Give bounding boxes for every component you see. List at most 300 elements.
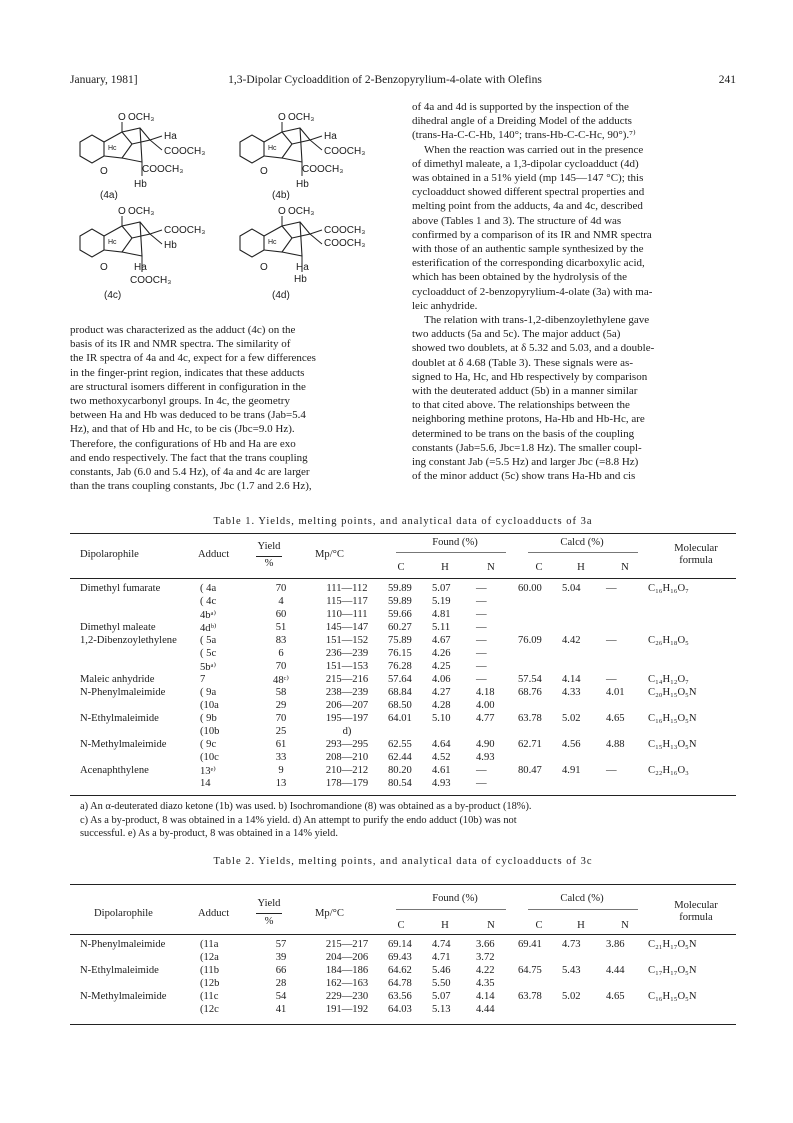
table1-header-yield: Yield: [257, 541, 281, 552]
table-cell: 208—210: [325, 752, 369, 763]
table-cell: 28: [275, 978, 287, 989]
table-cell: 4.42: [562, 635, 581, 646]
text-line: with those of an authentic sample synthesized by the: [412, 243, 644, 256]
table-cell: —: [476, 778, 487, 789]
table-cell: [648, 595, 736, 608]
table-cell: 4.65: [606, 991, 625, 1002]
structure-label: (4d): [272, 290, 290, 301]
table-cell: —: [606, 583, 617, 594]
table2-header-mp: Mp/°C: [315, 908, 344, 919]
table-cell: [648, 1003, 736, 1016]
table-cell: 64.75: [518, 965, 542, 976]
table-cell: [80, 725, 200, 738]
table-cell: 4.93: [476, 752, 495, 763]
text-line: cycloadduct showed different spectral properties and: [412, 186, 645, 199]
atom-label: Ha: [296, 262, 309, 273]
table-cell: 162—163: [325, 978, 369, 989]
table1-header-yield-unit: %: [264, 558, 274, 569]
table1-header-found: Found (%): [432, 537, 478, 548]
text-line: was obtained in a 51% yield (mp 145—147 °C); this: [412, 172, 644, 185]
table-cell: [388, 725, 432, 738]
table-cell: [518, 725, 562, 738]
footnote-line: a) An α-deuterated diazo ketone (1b) was used. b) Isochromandione (8) was obtained as a by-product (18%).: [80, 801, 532, 812]
atom-label: Hc: [268, 145, 277, 152]
table-cell: [518, 621, 562, 634]
table-cell: (10c: [200, 752, 219, 763]
table-cell: 4.44: [606, 965, 625, 976]
table-cell: 57.54: [518, 674, 542, 685]
table-cell: 5.02: [562, 713, 581, 724]
table-cell: [648, 951, 736, 964]
table-cell: 3.72: [476, 952, 495, 963]
table-row: [80, 725, 736, 738]
table-cell: 33: [275, 752, 287, 763]
text-line: dihedral angle of a Dreiding Model of the adducts: [412, 115, 632, 128]
text-line: above (Tables 1 and 3). The structure of 4d was: [412, 214, 622, 227]
table-cell: 59.89: [388, 596, 412, 607]
atom-label: O: [260, 166, 268, 177]
atom-label: Ha: [134, 262, 147, 273]
table-cell: 62.71: [518, 739, 542, 750]
table2-header-found: Found (%): [432, 893, 478, 904]
table-cell: 5.07: [432, 583, 451, 594]
structure-label: (4c): [104, 290, 122, 301]
atom-label: COOCH₃: [130, 275, 172, 286]
table-cell: [606, 595, 648, 608]
table-cell: 69.41: [518, 939, 542, 950]
atom-label: OCH₃: [288, 112, 315, 123]
table-cell: ( 9a: [200, 687, 217, 698]
table-cell: [648, 660, 736, 673]
table2-header-c: C: [397, 920, 405, 931]
table-cell: (10a: [200, 700, 219, 711]
table-cell: (11a: [200, 939, 219, 950]
table1-footnotes: [80, 800, 736, 841]
table-cell: 229—230: [325, 991, 369, 1002]
right-column-text: [412, 100, 736, 483]
table-cell: [562, 647, 606, 660]
text-line: are structural isomers different in configuration in the: [70, 380, 306, 393]
table-cell: 5.11: [432, 622, 451, 633]
table-cell: 5.50: [432, 978, 451, 989]
table-cell: [606, 751, 648, 764]
table-cell: 4.14: [476, 991, 495, 1002]
table1-header-rule: [70, 578, 736, 579]
table-cell: 184—186: [325, 965, 369, 976]
text-line: in the finger-print region, indicates that these adducts: [70, 366, 305, 379]
table-cell: —: [476, 609, 487, 620]
table-row: [80, 777, 736, 790]
text-line: with the deuterated adduct (5b) in a manner similar: [412, 385, 638, 398]
text-line: cycloadduct of 2-benzopyrylium-4-olate (3a) with ma-: [412, 285, 653, 298]
table-cell: C₁₆H₁₆O₇: [648, 583, 689, 594]
structure-label: (4a): [100, 190, 118, 201]
text-line: the IR spectra of 4a and 4c, expect for a few differences: [70, 352, 316, 365]
found-brace-2: [396, 909, 506, 910]
table-cell: 210—212: [325, 765, 369, 776]
table-cell: 57: [275, 939, 287, 950]
table-cell: 4.71: [432, 952, 451, 963]
table-cell: —: [476, 648, 487, 659]
atom-label: O: [278, 206, 286, 217]
table-cell: 191—192: [325, 1004, 369, 1015]
table2-caption: Table 2. Yields, melting points, and analytical data of cycloadducts of 3c: [213, 856, 593, 867]
table-row: [80, 608, 736, 621]
atom-label: Hc: [108, 145, 117, 152]
table-cell: [648, 621, 736, 634]
table-cell: 5.10: [432, 713, 451, 724]
table2-header-dipolarophile: Dipolarophile: [94, 908, 153, 919]
table-cell: C₂₁H₁₇O₅N: [648, 939, 697, 950]
table-cell: [562, 595, 606, 608]
text-line: of 4a and 4d is supported by the inspection of the: [412, 101, 629, 113]
text-line: to that cited above. The relationships between the: [412, 399, 630, 412]
text-line: The relation with trans-1,2-dibenzoylethylene gave: [424, 314, 650, 327]
atom-label: O: [260, 262, 268, 273]
text-line: (trans-Ha-C-C-Hb, 140°; trans-Hb-C-C-Hc, 90°).⁷⁾: [412, 129, 636, 142]
table-cell: 13ᵉ⁾: [200, 765, 216, 777]
table-row: [80, 712, 736, 725]
table-cell: (12c: [200, 1004, 219, 1015]
table-cell: —: [476, 765, 487, 776]
table-cell: 59.89: [388, 583, 412, 594]
table-cell: [80, 777, 200, 790]
table-cell: 5bᵃ⁾: [200, 661, 217, 673]
text-line: melting point from the adducts, 4a and 4c, described: [412, 200, 643, 213]
table1-header-mp: Mp/°C: [315, 549, 344, 560]
table-row: [80, 738, 736, 751]
atom-label: Hc: [108, 239, 117, 246]
table-cell: 5.13: [432, 1004, 451, 1015]
table-cell: 60.27: [388, 622, 412, 633]
table-cell: [606, 621, 648, 634]
table2-header-n2: N: [621, 920, 629, 931]
table2-header-yield-unit: %: [264, 916, 274, 927]
table-cell: —: [476, 583, 487, 594]
table1-header-n2: N: [621, 562, 629, 573]
table-cell: Maleic anhydride: [80, 674, 155, 685]
text-line: basis of its IR and NMR spectra. The similarity of: [70, 338, 291, 351]
table-cell: 111—112: [326, 583, 368, 594]
text-line: leic anhydride.: [412, 299, 478, 312]
table-cell: 4.52: [432, 752, 451, 763]
table-cell: [606, 647, 648, 660]
table-cell: 215—216: [325, 674, 369, 685]
table-cell: ( 4a: [200, 583, 217, 594]
table-cell: 62.44: [388, 752, 412, 763]
table-cell: 60.00: [518, 583, 542, 594]
table-cell: 80.47: [518, 765, 542, 776]
structure-4a: [80, 112, 205, 201]
table-cell: 14: [200, 778, 211, 789]
atom-label: O: [278, 112, 286, 123]
table-cell: N-Phenylmaleimide: [80, 939, 166, 950]
table-cell: 4.14: [562, 674, 581, 685]
table-cell: 70: [275, 713, 287, 724]
structure-4b: [240, 112, 365, 201]
table-row: [80, 634, 736, 647]
table2-header-formula: formula: [679, 912, 713, 923]
table-cell: 64.62: [388, 965, 412, 976]
table-cell: 4.74: [432, 939, 451, 950]
table-cell: [606, 660, 648, 673]
table-cell: 3.86: [606, 939, 625, 950]
table-cell: 70: [275, 583, 287, 594]
text-line: constants (Jab=5.6, Jbc=1.8 Hz). The smaller coupl-: [412, 441, 642, 454]
table-cell: —: [476, 674, 487, 685]
structure-figure: [70, 92, 382, 317]
table2-header-adduct: Adduct: [198, 908, 230, 919]
table2-header-molecular: Molecular: [674, 900, 718, 911]
table-cell: 61: [275, 739, 287, 750]
table-cell: C₁₇H₁₇O₅N: [648, 965, 697, 976]
table-cell: 76.15: [388, 648, 412, 659]
table-cell: 25: [275, 726, 287, 737]
table2-header-h: H: [441, 920, 449, 931]
table-cell: 64.78: [388, 978, 412, 989]
table-cell: 195—197: [325, 713, 369, 724]
table-row: [80, 673, 736, 686]
text-line: two adducts (5a and 5c). The major adduct (5a): [412, 328, 621, 341]
table-cell: 4.25: [432, 661, 451, 672]
table-cell: 4.73: [562, 939, 581, 950]
table-cell: [518, 751, 562, 764]
table-cell: [606, 951, 648, 964]
table-cell: 60: [275, 609, 287, 620]
table-cell: 110—111: [326, 609, 368, 620]
table-cell: 64.03: [388, 1004, 412, 1015]
table-cell: [562, 1003, 606, 1016]
table-cell: 4: [278, 596, 284, 607]
table2-bottom-rule: [70, 1024, 736, 1025]
table-cell: [562, 777, 606, 790]
atom-label: O: [100, 166, 108, 177]
table-cell: 293—295: [325, 739, 369, 750]
table-cell: 4.81: [432, 609, 451, 620]
table-cell: 69.43: [388, 952, 412, 963]
header-left: January, 1981]: [70, 74, 138, 86]
atom-label: O: [100, 262, 108, 273]
table2-header-c2: C: [535, 920, 543, 931]
table2-header-h2: H: [577, 920, 585, 931]
table1-caption: Table 1. Yields, melting points, and analytical data of cycloadducts of 3a: [213, 516, 593, 527]
table-row: [80, 764, 736, 777]
table-cell: [648, 608, 736, 621]
text-line: two methoxycarbonyl groups. In 4c, the geometry: [70, 395, 290, 408]
table-cell: C₂₂H₁₆O₃: [648, 765, 689, 776]
table-cell: ( 4c: [200, 596, 217, 607]
table1-header-molecular: Molecular: [674, 543, 718, 554]
table-cell: 4.33: [562, 687, 581, 698]
table-cell: (11b: [200, 965, 220, 976]
table-cell: 63.56: [388, 991, 412, 1002]
structure-4c: [80, 206, 205, 301]
text-line: of dimethyl maleate, a 1,3-dipolar cycloadduct (4d): [412, 157, 639, 170]
table-cell: [562, 977, 606, 990]
table-cell: C₁₅H₁₃O₅N: [648, 739, 697, 750]
table-cell: [518, 1003, 562, 1016]
table-cell: 4.18: [476, 687, 495, 698]
table-cell: —: [476, 622, 487, 633]
table-cell: ( 9b: [200, 713, 217, 724]
atom-label: Ha: [164, 131, 177, 142]
table-cell: 1,2-Dibenzoylethylene: [80, 635, 177, 646]
table-row: [80, 1003, 736, 1016]
table-cell: 57.64: [388, 674, 412, 685]
table-cell: —: [476, 661, 487, 672]
text-line: Therefore, the configurations of Hb and Ha are exo: [70, 437, 296, 450]
atom-label: COOCH₃: [324, 238, 366, 249]
table-cell: (12a: [200, 952, 219, 963]
table1-bottom-rule: [70, 795, 736, 796]
table-cell: 204—206: [325, 952, 369, 963]
table2-header-calcd: Calcd (%): [560, 893, 604, 904]
table-cell: 59.66: [388, 609, 412, 620]
table-cell: —: [476, 596, 487, 607]
table-cell: [518, 777, 562, 790]
atom-label: Hb: [164, 240, 177, 251]
text-line: When the reaction was carried out in the presence: [424, 143, 644, 156]
table1-header-c2: C: [535, 562, 543, 573]
table-cell: [562, 951, 606, 964]
table-cell: 4dᵇ⁾: [200, 622, 217, 634]
table-cell: 69.14: [388, 939, 412, 950]
table2: [80, 938, 736, 1016]
text-line: neighboring methine protons, Ha-Hb and Hb-Hc, are: [412, 413, 645, 426]
table-cell: 83: [275, 635, 287, 646]
table-cell: 4.56: [562, 739, 581, 750]
table-cell: 63.78: [518, 713, 542, 724]
table-row: [80, 647, 736, 660]
table-cell: [476, 725, 518, 738]
text-line: between Ha and Hb was deduced to be trans (Jab=5.4: [70, 409, 306, 422]
table-row: [80, 621, 736, 634]
table-cell: N-Ethylmaleimide: [80, 965, 159, 976]
table-cell: 58: [275, 687, 287, 698]
table-cell: 5.02: [562, 991, 581, 1002]
table-cell: 9: [278, 765, 284, 776]
text-line: than the trans coupling constants, Jbc (1.7 and 2.6 Hz),: [70, 480, 312, 493]
table-cell: 215—217: [325, 939, 369, 950]
table-cell: 68.84: [388, 687, 412, 698]
table1-header-n: N: [487, 562, 495, 573]
table-cell: 63.78: [518, 991, 542, 1002]
table2-header-yield: Yield: [257, 898, 281, 909]
running-title: 1,3-Dipolar Cycloaddition of 2-Benzopyrylium-4-olate with Olefins: [228, 74, 542, 86]
table-cell: [80, 660, 200, 673]
page-number: 241: [718, 74, 736, 86]
table-cell: 236—239: [325, 648, 369, 659]
table-cell: Acenaphthylene: [80, 765, 149, 776]
table-cell: [432, 725, 476, 738]
table-cell: 151—153: [325, 661, 369, 672]
table-cell: [606, 777, 648, 790]
table-cell: 68.76: [518, 687, 542, 698]
atom-label: Hc: [268, 239, 277, 246]
table-cell: [80, 608, 200, 621]
table-cell: [518, 977, 562, 990]
atom-label: Hb: [134, 179, 147, 190]
table-cell: [562, 751, 606, 764]
table-cell: N-Methylmaleimide: [80, 739, 167, 750]
structure-label: (4b): [272, 190, 290, 201]
table-cell: [518, 608, 562, 621]
table-cell: —: [606, 674, 617, 685]
table1-header-h2: H: [577, 562, 585, 573]
text-line: doublet at δ 4.68 (Table 3). These signals were as-: [412, 356, 633, 369]
table-cell: [562, 660, 606, 673]
table-row: [80, 977, 736, 990]
table-cell: ( 9c: [200, 739, 217, 750]
table-cell: 68.50: [388, 700, 412, 711]
table-cell: [562, 621, 606, 634]
table-cell: 75.89: [388, 635, 412, 646]
left-column-text: [70, 323, 388, 493]
table-cell: —: [606, 635, 617, 646]
text-line: constants, Jab (6.0 and 5.4 Hz), of 4a and 4c are larger: [70, 466, 310, 479]
table-cell: [518, 595, 562, 608]
table-cell: 6: [278, 648, 284, 659]
table-cell: 4.44: [476, 1004, 495, 1015]
table-cell: [606, 608, 648, 621]
table-cell: 7: [200, 674, 206, 685]
table-cell: 145—147: [325, 622, 369, 633]
table1-header-c: C: [397, 562, 405, 573]
table-cell: 41: [275, 1004, 287, 1015]
table-cell: [518, 647, 562, 660]
table-cell: C₂₆H₁₈O₅: [648, 635, 689, 646]
table-cell: N-Methylmaleimide: [80, 991, 167, 1002]
table-row: [80, 990, 736, 1003]
table-cell: 76.09: [518, 635, 542, 646]
table-cell: N-Ethylmaleimide: [80, 713, 159, 724]
table-cell: [80, 751, 200, 764]
table-cell: [648, 725, 736, 738]
table-cell: [562, 725, 606, 738]
table-cell: 4.22: [476, 965, 495, 976]
table-row: [80, 751, 736, 764]
table-cell: 115—117: [326, 596, 368, 607]
table-cell: 76.28: [388, 661, 412, 672]
text-line: and endo respectively. The fact that the trans coupling: [70, 451, 308, 464]
atom-label: COOCH₃: [164, 225, 206, 236]
table-cell: N-Phenylmaleimide: [80, 687, 166, 698]
table-cell: [518, 951, 562, 964]
table-cell: 13: [275, 778, 287, 789]
atom-label: COOCH₃: [324, 225, 366, 236]
table-cell: Dimethyl maleate: [80, 622, 156, 633]
table-cell: [648, 647, 736, 660]
table-row: [80, 595, 736, 608]
text-line: confirmed by a comparison of its IR and NMR spectra: [412, 228, 652, 241]
table-cell: 48ᶜ⁾: [273, 674, 289, 686]
yield-divider-2: [256, 913, 282, 914]
table-cell: [606, 977, 648, 990]
table-cell: 62.55: [388, 739, 412, 750]
table-cell: —: [606, 765, 617, 776]
text-line: ing constant Jab (=5.5 Hz) and larger Jbc (=8.8 Hz): [412, 456, 639, 469]
text-line: signed to Ha, Hc, and Hb respectively by comparison: [412, 370, 648, 383]
table-cell: 4.77: [476, 713, 495, 724]
atom-label: O: [118, 112, 126, 123]
table-cell: 4.00: [476, 700, 495, 711]
table-cell: 5.46: [432, 965, 451, 976]
atom-label: Hb: [296, 179, 309, 190]
table-cell: [80, 595, 200, 608]
atom-label: Hb: [294, 274, 307, 285]
table-row: [80, 964, 736, 977]
atom-label: COOCH₃: [302, 164, 344, 175]
